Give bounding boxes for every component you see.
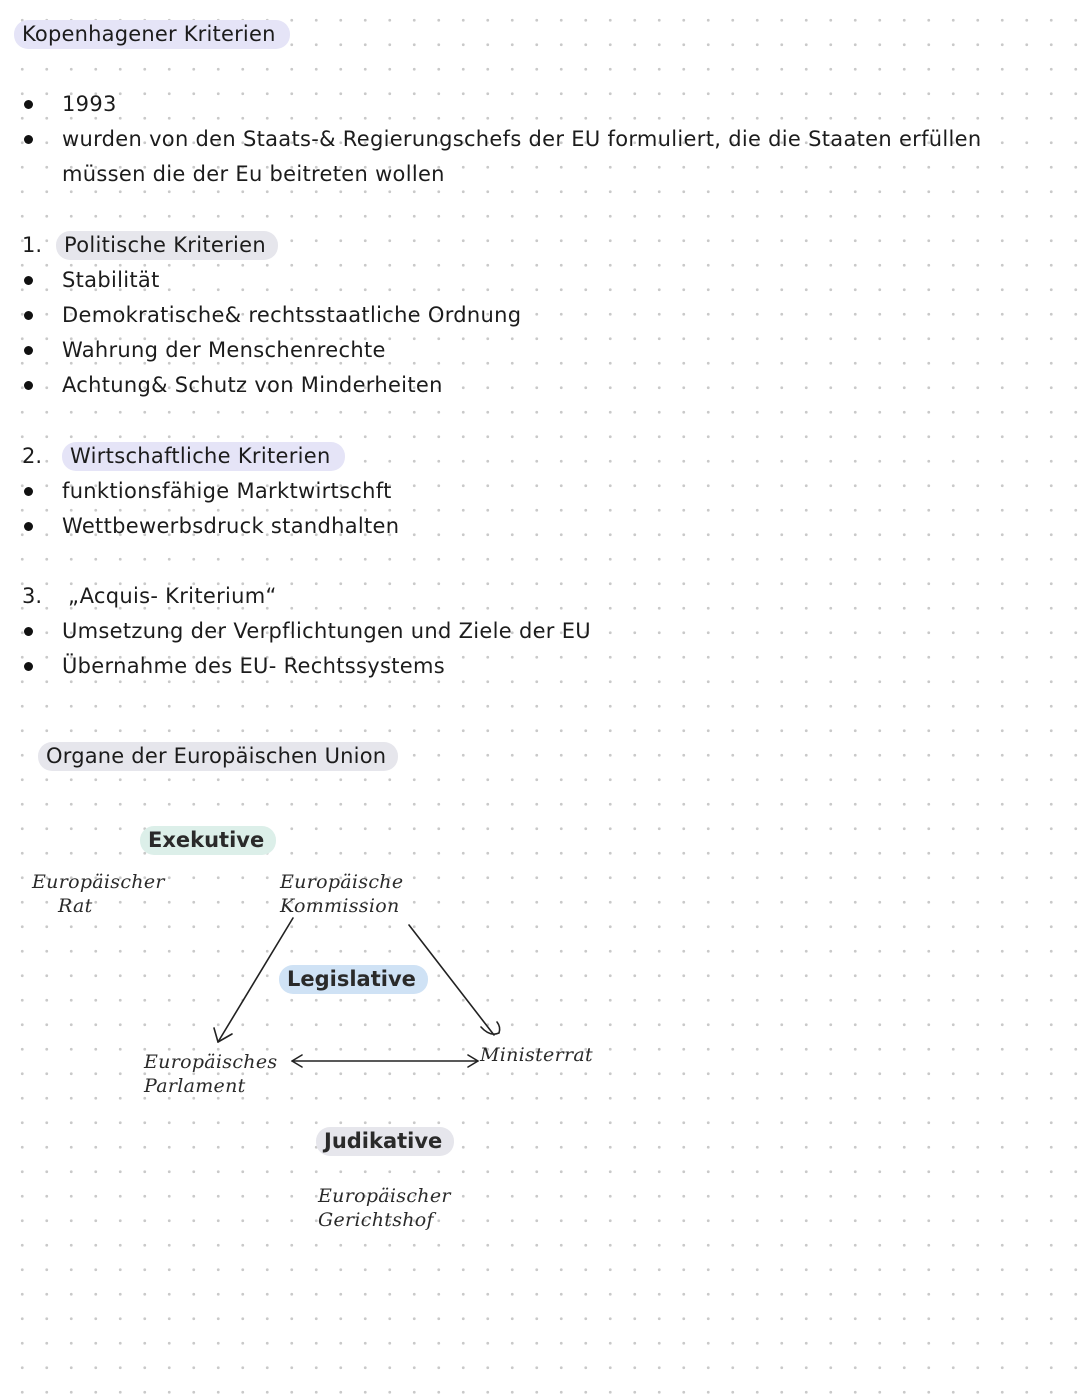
bullet-icon xyxy=(24,627,33,636)
europaeische-kommission xyxy=(280,870,403,918)
legislative-label xyxy=(279,967,428,991)
parlament-line2: Parlament xyxy=(144,1075,246,1097)
bullet-icon xyxy=(24,135,33,144)
bullet-icon xyxy=(24,311,33,320)
group-heading-text: Wirtschaftliche Kriterien xyxy=(62,442,345,471)
list-item: funktionsfähige Marktwirtschft xyxy=(62,479,392,503)
kommission-line2: Kommission xyxy=(280,895,400,917)
page-title-text: Kopenhagener Kriterien xyxy=(14,20,290,49)
group-heading xyxy=(56,228,278,263)
intro-text-line2: müssen die der Eu beitreten wollen xyxy=(62,162,445,186)
ministerrat: Ministerrat xyxy=(480,1044,593,1066)
europaeischer-rat xyxy=(32,870,165,918)
page-title xyxy=(14,22,290,46)
europaeischer-gerichtshof xyxy=(318,1184,451,1232)
bullet-icon xyxy=(24,381,33,390)
group-heading-text: „Acquis- Kriterium“ xyxy=(68,584,277,608)
list-item: Übernahme des EU- Rechtssystems xyxy=(62,654,445,678)
group-heading xyxy=(62,579,277,614)
group-heading-text: Politische Kriterien xyxy=(56,231,278,260)
bullet-icon xyxy=(24,276,33,285)
list-item: Stabilität xyxy=(62,268,160,292)
group-number: 2. xyxy=(22,444,43,468)
list-item: Wettbewerbsdruck standhalten xyxy=(62,514,400,538)
gerichtshof-line2: Gerichtshof xyxy=(318,1209,434,1231)
bullet-icon xyxy=(24,662,33,671)
exekutive-label xyxy=(140,828,276,852)
section-title-text: Organe der Europäischen Union xyxy=(38,742,398,771)
group-number: 1. xyxy=(22,233,43,257)
exekutive-label-text: Exekutive xyxy=(140,826,276,855)
legislative-label-text: Legislative xyxy=(279,965,428,994)
intro-year: 1993 xyxy=(62,92,117,116)
list-item: Achtung& Schutz von Minderheiten xyxy=(62,373,443,397)
rat-line2: Rat xyxy=(58,895,93,917)
list-item: Umsetzung der Verpflichtungen und Ziele der EU xyxy=(62,619,591,643)
group-number: 3. xyxy=(22,584,43,608)
bullet-icon xyxy=(24,487,33,496)
intro-text-line1: wurden von den Staats-& Regierungschefs der EU formuliert, die die Staaten erfüllen xyxy=(62,127,982,151)
list-item: Wahrung der Menschenrechte xyxy=(62,338,386,362)
group-heading xyxy=(62,439,345,474)
section-title xyxy=(38,744,398,768)
bullet-icon xyxy=(24,100,33,109)
kommission-line1: Europäische xyxy=(280,871,404,893)
rat-line1: Europäischer xyxy=(32,871,165,893)
judikative-label-text: Judikative xyxy=(316,1127,454,1156)
bullet-icon xyxy=(24,346,33,355)
judikative-label xyxy=(316,1129,454,1153)
arrow-parlament-ministerrat xyxy=(292,1055,478,1067)
europaeisches-parlament xyxy=(144,1050,277,1098)
gerichtshof-line1: Europäischer xyxy=(318,1185,451,1207)
list-item: Demokratische& rechtsstaatliche Ordnung xyxy=(62,303,522,327)
parlament-line1: Europäisches xyxy=(144,1051,278,1073)
bullet-icon xyxy=(24,522,33,531)
